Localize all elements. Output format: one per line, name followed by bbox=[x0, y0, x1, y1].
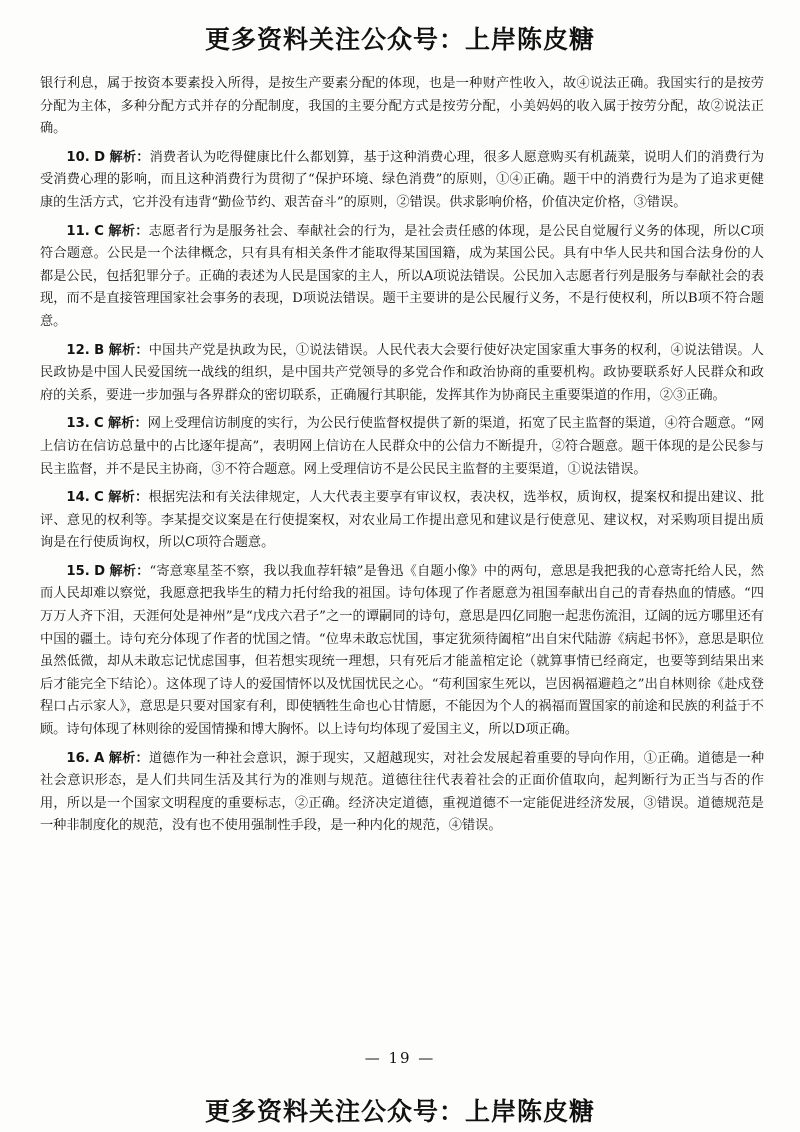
analysis-text: 消费者认为吃得健康比什么都划算，基于这种消费心理，很多人愿意购买有机蔬菜，说明人们的消费行为受消费心理的影响，而且这种消费行为贯彻了“保护环境、绿色消费”的原则，①④正确。题干中的消费行为是为了追求更健康的生活方式，它并没有违背“勤俭节约、艰苦奋斗”的原则，②错误。供求影响价格，价值决定价格，③错误。 bbox=[40, 149, 765, 210]
answer-14 bbox=[40, 487, 764, 555]
answer-letter: A bbox=[94, 750, 105, 766]
answer-12 bbox=[40, 340, 764, 408]
question-number: 15. bbox=[66, 563, 90, 579]
question-number: 12. bbox=[66, 342, 90, 358]
analysis-label: 解析： bbox=[108, 750, 149, 766]
analysis-label: 解析： bbox=[109, 563, 150, 579]
answer-letter: C bbox=[94, 223, 104, 239]
answer-15 bbox=[40, 561, 764, 742]
answer-explanations bbox=[40, 73, 764, 844]
analysis-label: 解析： bbox=[107, 416, 148, 432]
top-banner: 更多资料关注公众号：上岸陈皮糖 bbox=[204, 25, 595, 54]
question-number: 16. bbox=[66, 750, 90, 766]
page-number: — 19 — bbox=[364, 1049, 436, 1067]
analysis-text: 中国共产党是执政为民，①说法错误。人民代表大会要行使好决定国家重大事务的权利，④说法错误。人民政协是中国人民爱国统一战线的组织，是中国共产党领导的多党合作和政治协商的重要机构。政协要联系好人民群众和政府的关系，要进一步加强与各界群众的密切联系，正确履行其职能，发挥其作为协商民主重要渠道的作用，②③正确。 bbox=[40, 342, 764, 403]
answer-letter: D bbox=[94, 149, 106, 165]
question-number: 11. bbox=[66, 223, 90, 239]
intro-paragraph: 银行利息，属于按资本要素投入所得，是按生产要素分配的体现，也是一种财产性收入，故④说法正确。我国实行的是按劳分配为主体，多种分配方式并存的分配制度，我国的主要分配方式是按劳分配，小美妈妈的收入属于按劳分配，故②说法正确。 bbox=[40, 76, 764, 137]
answer-letter: C bbox=[94, 416, 104, 432]
analysis-label: 解析： bbox=[108, 490, 149, 506]
analysis-label: 解析： bbox=[109, 149, 150, 165]
answer-11 bbox=[40, 221, 764, 334]
answer-letter: B bbox=[94, 342, 105, 358]
analysis-text: 志愿者行为是服务社会、奉献社会的行为，是社会责任感的体现，是公民自觉履行义务的体现，所以C项符合题意。公民是一个法律概念，只有具有相关条件才能取得某国国籍，成为某国公民。具有中华人民共和国合法身份的人都是公民，包括犯罪分子。正确的表述为人民是国家的主人，所以A项说法错误。公民加入志愿者行列是服务与奉献社会的表现，而不是直接管理国家社会事务的表现，D项说法错误。题干主要讲的是公民履行义务，不是行使权利，所以B项不符合题意。 bbox=[40, 223, 764, 329]
analysis-label: 解析： bbox=[108, 223, 149, 239]
question-number: 13. bbox=[66, 416, 90, 432]
answer-16 bbox=[40, 748, 764, 838]
answer-letter: C bbox=[94, 490, 104, 506]
bottom-banner: 更多资料关注公众号：上岸陈皮糖 bbox=[204, 1097, 595, 1126]
question-number: 14. bbox=[66, 490, 90, 506]
analysis-text: 网上受理信访制度的实行，为公民行使监督权提供了新的渠道，拓宽了民主监督的渠道，④符合题意。“网上信访在信访总量中的占比逐年提高”，表明网上信访在人民群众中的公信力不断提升，②符合题意。题干体现的是公民参与民主监督，并不是民主协商，③不符合题意。网上受理信访不是公民民主监督的主要渠道，①说法错误。 bbox=[40, 416, 765, 477]
answer-10 bbox=[40, 147, 764, 215]
analysis-text: 道德作为一种社会意识，源于现实，又超越现实，对社会发展起着重要的导向作用，①正确。道德是一种社会意识形态，是人们共同生活及其行为的准则与规范。道德往往代表着社会的正面价值取向，起判断行为正当与否的作用，所以是一个国家文明程度的重要标志，②正确。经济决定道德，重视道德不一定能促进经济发展，③错误。道德规范是一种非制度化的规范，没有也不使用强制性手段，是一种内化的规范，④错误。 bbox=[40, 750, 765, 834]
answer-13 bbox=[40, 413, 764, 481]
analysis-text: 根据宪法和有关法律规定，人大代表主要享有审议权，表决权，选举权，质询权，提案权和提出建议、批评、意见的权利等。李某提交议案是在行使提案权，对农业局工作提出意见和建议是行使意见、建议权，对采购项目提出质询是在行使质询权，所以C项符合题意。 bbox=[40, 490, 765, 551]
analysis-label: 解析： bbox=[108, 342, 149, 358]
analysis-text: “寄意寒星荃不察，我以我血荐轩辕”是鲁迅《自题小像》中的两句，意思是我把我的心意寄托给人民，然而人民却难以察觉，我愿意把我毕生的精力托付给我的祖国。诗句体现了作者愿意为祖国奉献出自己的青春热血的情感。“四万万人齐下泪，天涯何处是神州”是“戊戌六君子”之一的谭嗣同的诗句，意思是四亿同胞一起悲伤流泪，辽阔的远方哪里还有中国的疆土。诗句充分体现了作者的忧国之情。“位卑未敢忘忧国，事定犹须待阖棺”出自宋代陆游《病起书怀》，意思是职位虽然低微，却从未敢忘记忧虑国事，但若想实现统一理想，只有死后才能盖棺定论（就算事情已经商定，也要等到结果出来后才能完全下结论）。这体现了诗人的爱国情怀以及忧国忧民之心。“苟利国家生死以，岂因祸福避趋之”出自林则徐《赴戍登程口占示家人》，意思是只要对国家有利，即使牺牲生命也心甘情愿，不能因为个人的祸福而置国家的前途和民族的利益于不顾。诗句体现了林则徐的爱国情操和博大胸怀。以上诗句均体现了爱国主义，所以D项正确。 bbox=[40, 563, 764, 738]
answer-letter: D bbox=[94, 563, 106, 579]
question-number: 10. bbox=[66, 149, 90, 165]
